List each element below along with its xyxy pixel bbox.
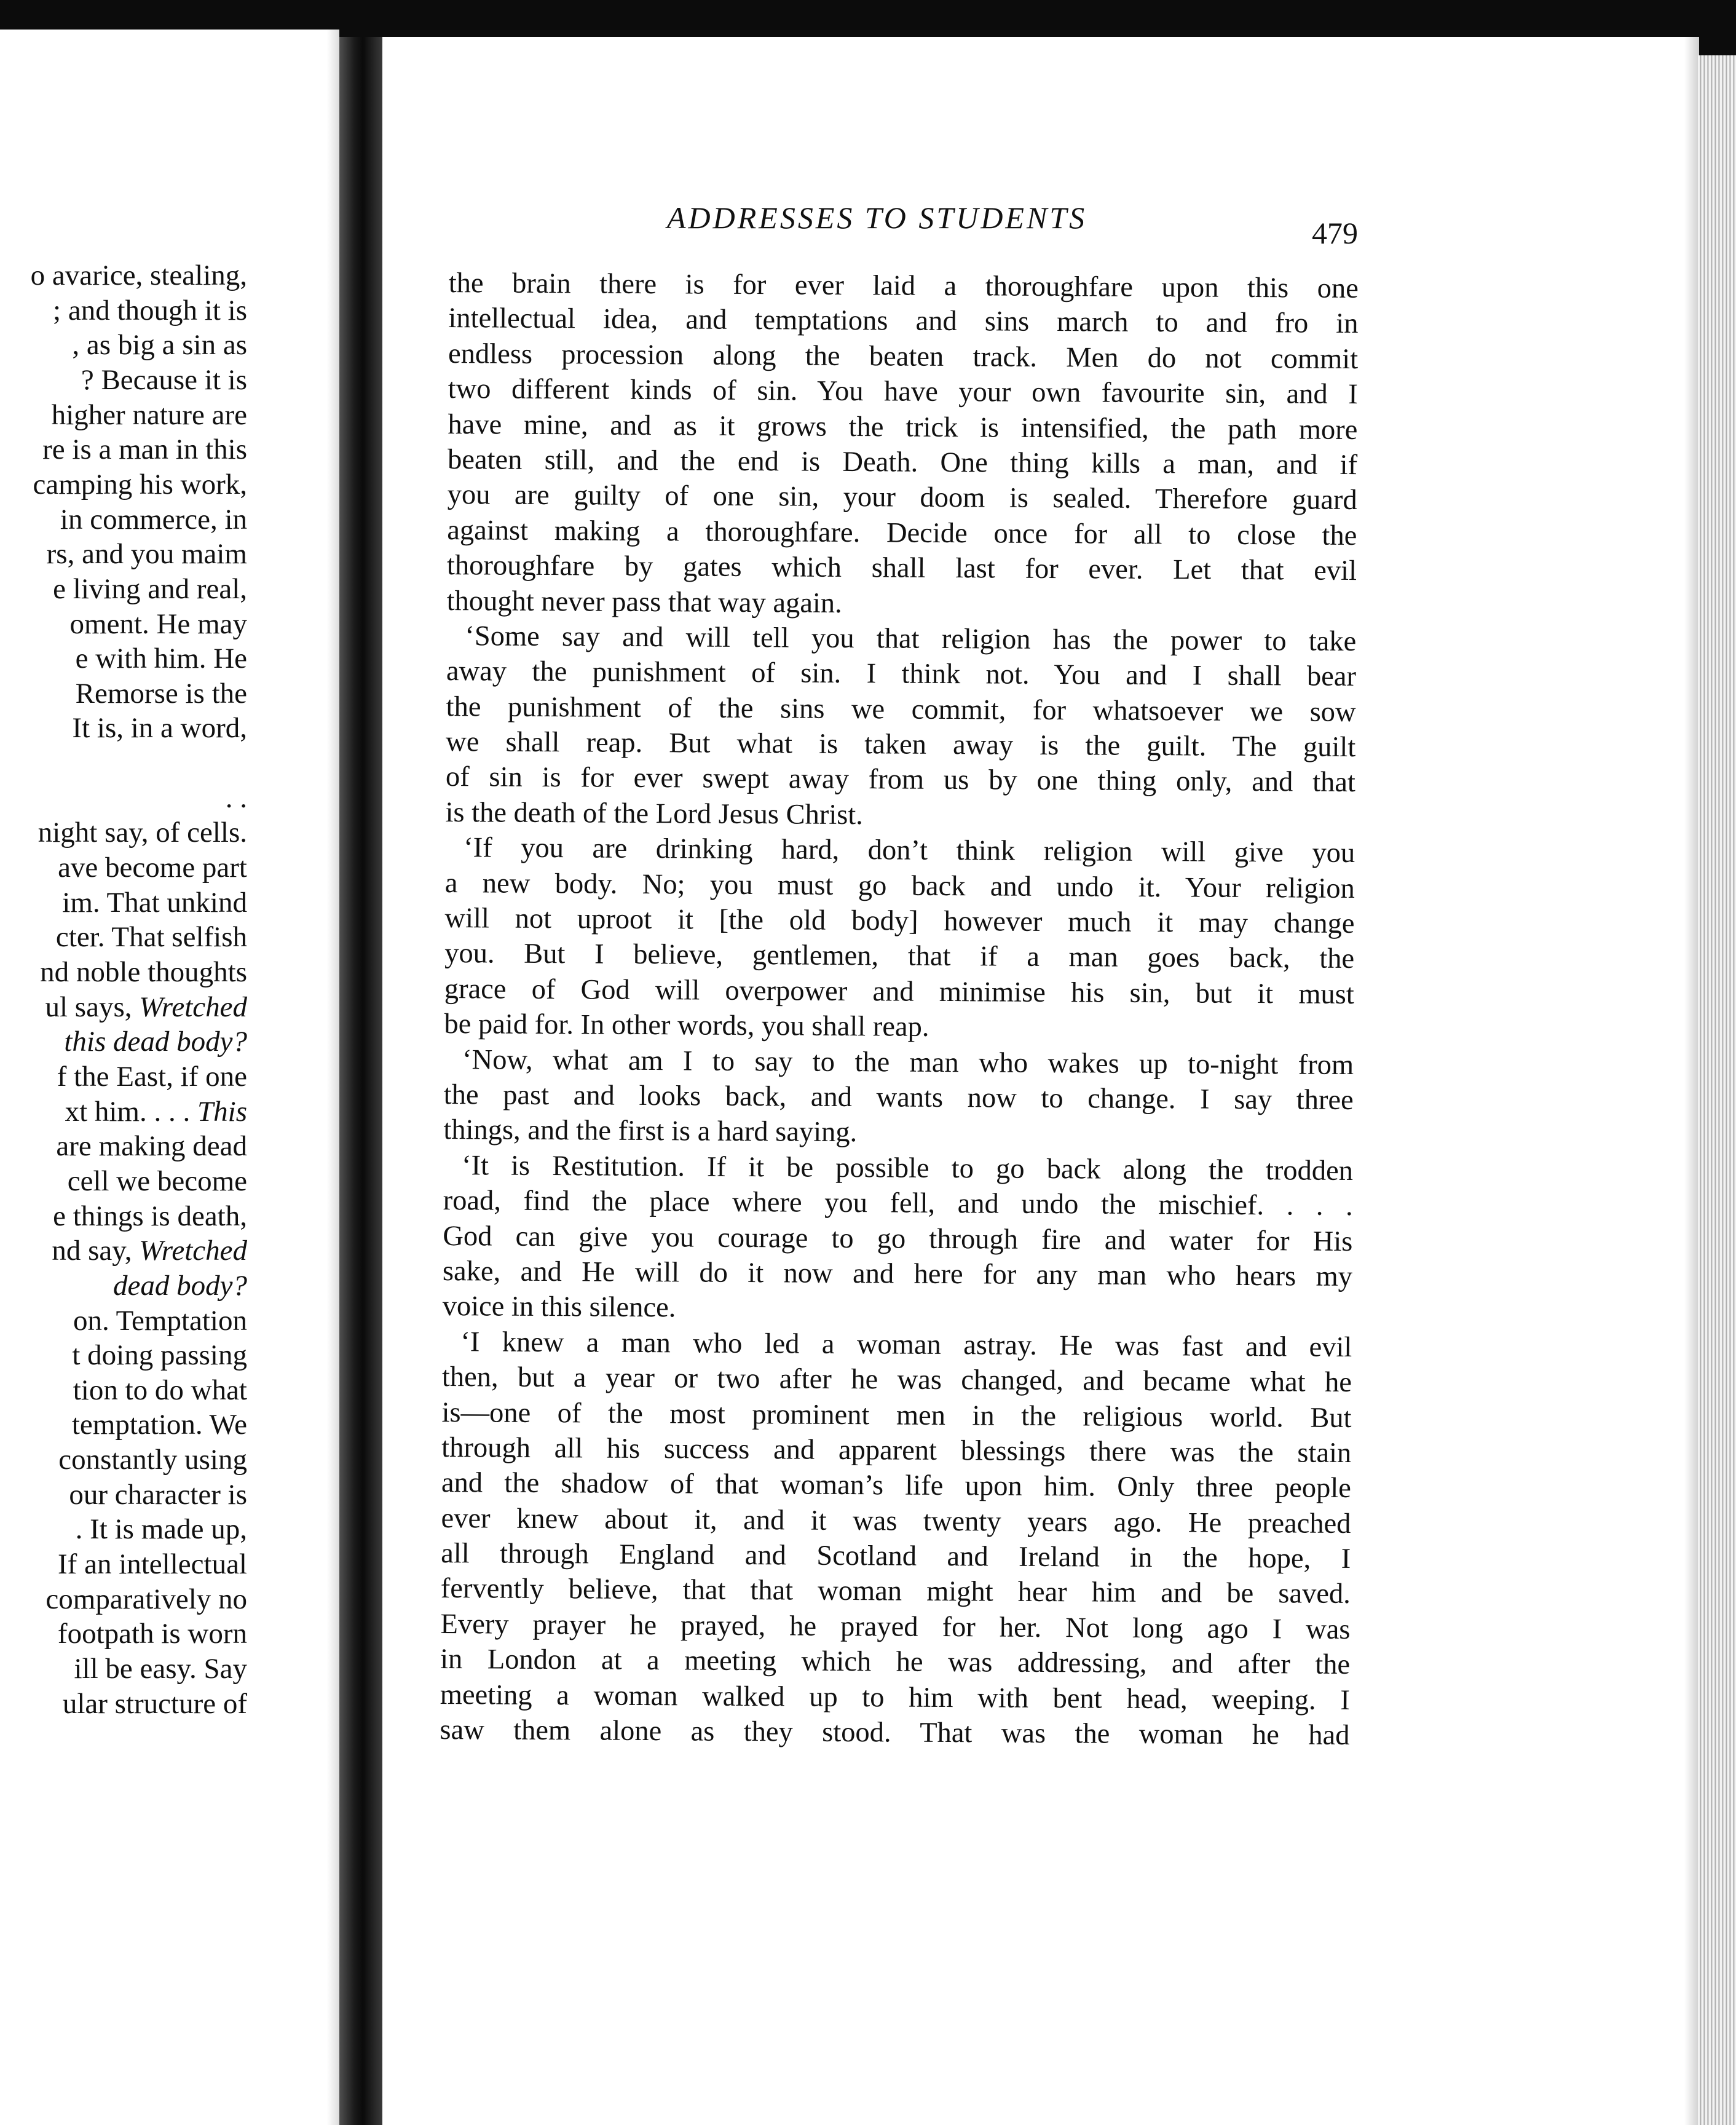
body-line: away the punishment of sin. I think not. You and I shall bear <box>446 655 1357 693</box>
left-page-line: cter. That selfish <box>55 921 247 954</box>
left-page-line: this dead body? <box>64 1026 247 1058</box>
page-number: 479 <box>1312 216 1358 250</box>
running-head: ADDRESSES TO STUDENTS <box>667 200 1087 235</box>
left-page-line: in commerce, in <box>60 503 247 536</box>
body-line: sake, and He will do it now and here for any man who hears my <box>442 1255 1353 1292</box>
left-page-line: o avarice, stealing, <box>30 259 247 291</box>
left-page-line: ill be easy. Say <box>74 1653 247 1685</box>
body-line: you are guilty of one sin, your doom is sealed. Therefore guard <box>447 479 1357 516</box>
left-page-line: nd say, Wretched <box>52 1235 247 1267</box>
body-line: ‘Some say and will tell you that religion has the power to take <box>465 620 1357 657</box>
body-line: the brain there is for ever laid a thoroughfare upon this one <box>448 267 1359 305</box>
body-line: all through England and Scotland and Ireland in the hope, I <box>441 1538 1351 1575</box>
left-page-line: ? Because it is <box>81 363 247 396</box>
left-page-line: dead body? <box>113 1269 247 1302</box>
body-line: ‘Now, what am I to say to the man who wakes up to-night from <box>462 1043 1354 1081</box>
left-page-line: oment. He may <box>69 607 247 640</box>
left-page-line: tion to do what <box>73 1374 247 1406</box>
page-edge-shadow <box>1684 37 1699 2125</box>
body-line: two different kinds of sin. You have your own favourite sin, and I <box>448 373 1358 411</box>
body-line: grace of God will overpower and minimise his sin, but it must <box>444 973 1354 1010</box>
left-page-line: rs, and you maim <box>46 538 247 571</box>
left-page-line: . . <box>225 782 247 814</box>
body-line: meeting a woman walked up to him with bent head, weeping. I <box>440 1679 1350 1716</box>
body-line: through all his success and apparent blessings there was the stain <box>441 1431 1352 1469</box>
book-gutter <box>339 37 382 2125</box>
left-page-line: e things is death, <box>53 1200 247 1232</box>
left-page-line: xt him. . . . This <box>65 1095 247 1128</box>
body-text <box>440 266 1359 1753</box>
left-page-line: our character is <box>69 1478 247 1511</box>
body-line: is the death of the Lord Jesus Christ. <box>445 796 864 831</box>
body-line: voice in this silence. <box>442 1291 676 1324</box>
body-line: will not uproot it [the old body] however much it may change <box>444 903 1355 940</box>
left-page-line: It is, in a word, <box>72 712 247 745</box>
left-page-line: camping his work, <box>33 468 247 501</box>
left-page-line: re is a man in this <box>42 433 247 466</box>
left-page-line: , as big a sin as <box>72 329 247 362</box>
left-page-line: constantly using <box>58 1444 247 1476</box>
body-line: things, and the first is a hard saying. <box>443 1114 858 1149</box>
left-page-line: night say, of cells. <box>37 817 247 849</box>
left-page-line: higher nature are <box>51 398 247 431</box>
body-line: intellectual idea, and temptations and sins march to and fro in <box>448 303 1359 340</box>
body-line: the punishment of the sins we commit, for whatsoever we sow <box>446 691 1356 728</box>
left-page-line: . It is made up, <box>75 1513 247 1546</box>
left-page-line: temptation. We <box>71 1409 247 1441</box>
left-page-line: are making dead <box>56 1130 247 1163</box>
body-line: we shall reap. But what is taken away is the guilt. The guilt <box>446 726 1356 764</box>
left-page-line: e with him. He <box>75 643 247 675</box>
body-line: have mine, and as it grows the trick is intensified, the path more <box>448 408 1358 446</box>
left-page-line: comparatively no <box>45 1583 247 1615</box>
left-page-line: cell we become <box>67 1165 247 1197</box>
body-line: fervently believe, that that woman might hear him and be saved. <box>440 1573 1351 1610</box>
left-page-line: If an intellectual <box>58 1548 247 1581</box>
left-page-line: nd noble thoughts <box>40 956 247 988</box>
body-line: saw them alone as they stood. That was the woman he had <box>440 1714 1350 1752</box>
body-line: be paid for. In other words, you shall reap. <box>444 1008 929 1043</box>
body-line: a new body. No; you must go back and undo it. Your religion <box>444 867 1355 904</box>
body-line: ‘If you are drinking hard, don’t think religion will give you <box>464 832 1355 869</box>
body-line: thoroughfare by gates which shall last for ever. Let that evil <box>446 550 1357 587</box>
body-line: is—one of the most prominent men in the religious world. But <box>441 1396 1352 1434</box>
body-line: against making a thoroughfare. Decide once for all to close the <box>447 514 1357 552</box>
left-page-line: Remorse is the <box>75 677 247 710</box>
body-line: you. But I believe, gentlemen, that if a man goes back, the <box>444 938 1355 975</box>
left-page-line: ular structure of <box>62 1687 247 1720</box>
body-line: of sin is for ever swept away from us by one thing only, and that <box>445 761 1356 799</box>
body-line: beaten still, and the end is Death. One thing kills a man, and if <box>447 443 1358 481</box>
left-page-line: ave become part <box>58 852 247 884</box>
body-line: ‘It is Restitution. If it be possible to go back along the trodden <box>461 1149 1354 1187</box>
left-page-line: im. That unkind <box>62 886 247 919</box>
left-page-line: ; and though it is <box>53 294 247 326</box>
left-page <box>0 30 339 2125</box>
page-block-edges <box>1698 55 1736 2125</box>
body-line: road, find the place where you fell, and undo the mischief. . . . <box>443 1185 1353 1222</box>
body-line: Every prayer he prayed, he prayed for her. Not long ago I was <box>440 1608 1351 1645</box>
left-page-shadow <box>327 30 339 2125</box>
body-line: then, but a year or two after he was changed, and became what he <box>441 1361 1352 1399</box>
left-page-line: on. Temptation <box>73 1304 247 1337</box>
left-page-line: e living and real, <box>53 572 247 605</box>
body-line: in London at a meeting which he was addressing, and after the <box>440 1644 1351 1681</box>
body-line: God can give you courage to go through fire and water for His <box>443 1220 1353 1257</box>
body-line: and the shadow of that woman’s life upon him. Only three people <box>441 1467 1352 1505</box>
body-line: endless procession along the beaten track. Men do not commit <box>448 338 1359 375</box>
body-line: thought never pass that way again. <box>446 585 842 619</box>
left-page-line: f the East, if one <box>57 1060 247 1093</box>
body-line: ‘I knew a man who led a woman astray. He was fast and evil <box>460 1326 1352 1363</box>
left-page-line: footpath is worn <box>57 1618 247 1650</box>
left-page-line: t doing passing <box>72 1339 247 1372</box>
body-line: the past and looks back, and wants now to change. I say three <box>443 1078 1354 1116</box>
left-page-line: ul says, Wretched <box>45 991 247 1023</box>
body-line: ever knew about it, and it was twenty years ago. He preached <box>441 1502 1351 1540</box>
